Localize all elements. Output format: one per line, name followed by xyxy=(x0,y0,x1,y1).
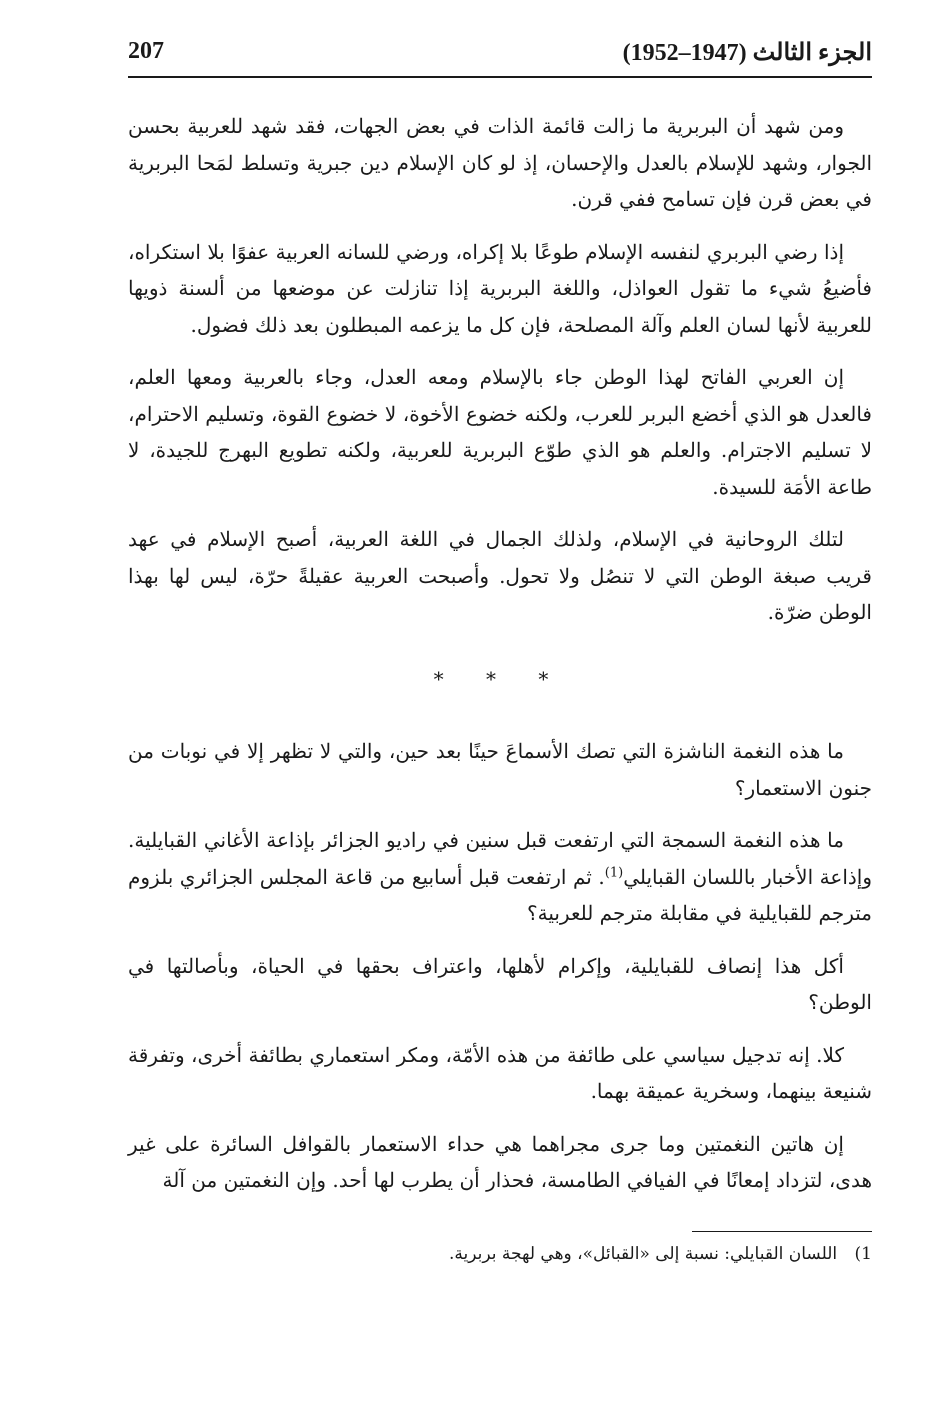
paragraph-with-footnote xyxy=(128,822,872,932)
paragraph: إذا رضي البربري لنفسه الإسلام طوعًا بلا إكراه، ورضي للسانه العربية عفوًا بلا استكراه، فأضيعُ شيء ما تقول العواذل، واللغة البربرية إذا تنازلت عن موضعها من ألسنة ذويها للعربية لأنها لسان العلم وآلة المصلحة، فإن كل ما يزعمه المبطلون بعد ذلك فضول. xyxy=(128,239,872,337)
paragraph: إن هاتين النغمتين وما جرى مجراهما هي حداء الاستعمار بالقوافل السائرة على غير هدى، لتزداد إمعانًا في الفيافي الطامسة، فحذار أن يطرب لها أحد. وإن النغمتين من آلة xyxy=(128,1131,872,1192)
footnote-number: 1) xyxy=(854,1244,872,1264)
paragraph: كلا. إنه تدجيل سياسي على طائفة من هذه الأمّة، ومكر استعماري بطائفة أخرى، وتفرقة شنيعة بينهما، وسخرية عميقة بهما. xyxy=(128,1042,872,1103)
footnote xyxy=(128,1240,872,1268)
paragraph: إن العربي الفاتح لهذا الوطن جاء بالإسلام ومعه العدل، وجاء بالعربية ومعها العلم، فالعدل هو الذي أخضع البربر للعرب، ولكنه خضوع الأخوة، لا خضوع القوة، وتسليم الاحترام، لا تسليم الاجترام. والعلم هو الذي طوّع البربرية للعربية، ولكنه تطويع البهرج للجيدة، لا طاعة الأمَة للسيدة. xyxy=(128,365,872,499)
paragraph: ما هذه النغمة الناشزة التي تصك الأسماعَ حينًا بعد حين، والتي لا تظهر إلا في نوبات من جنون الاستعمار؟ xyxy=(128,739,872,800)
page-header xyxy=(128,38,872,78)
page-body xyxy=(128,108,872,1215)
footnote-text: اللسان القبايلي: نسبة إلى «القبائل»، وهي لهجة بربرية. xyxy=(449,1244,838,1264)
section-separator: * * * xyxy=(433,666,567,691)
page-number: 207 xyxy=(128,38,164,64)
paragraph-text: ما هذه النغمة السمجة التي ارتفعت قبل سنين في راديو الجزائر بإذاعة الأغاني القبايلية. وإذاعة الأخبار باللسان القبايلي xyxy=(128,828,872,889)
footnote-rule xyxy=(692,1231,872,1232)
paragraph: أكل هذا إنصاف للقبايلية، وإكرام لأهلها، واعتراف بحقها في الحياة، وبأصالتها في الوطن؟ xyxy=(128,953,872,1014)
paragraph: لتلك الروحانية في الإسلام، ولذلك الجمال في اللغة العربية، أصبح الإسلام في عهد قريب صبغة الوطن التي لا تنصُل ولا تحول. وأصبحت العربية عقيلةً حرّة، ليس لها بهذا الوطن ضرّة. xyxy=(128,527,872,624)
header-rule xyxy=(128,76,872,78)
paragraph: ومن شهد أن البربرية ما زالت قائمة الذات في بعض الجهات، فقد شهد للعربية بحسن الجوار، وشهد للإسلام بالعدل والإحسان، إذ لو كان الإسلام دين جبرية وتسلط لمَحا البربرية في بعض قرن فإن تسامح ففي قرن. xyxy=(128,114,872,211)
footnote-reference[interactable]: (1) xyxy=(604,864,624,880)
running-title: الجزء الثالث (1947–1952) xyxy=(622,40,872,66)
paragraph-text: . ثم ارتفعت قبل أسابيع من قاعة المجلس الجزائري بلزوم مترجم للقبايلية في مقابلة مترجم للعربية؟ xyxy=(128,864,872,925)
